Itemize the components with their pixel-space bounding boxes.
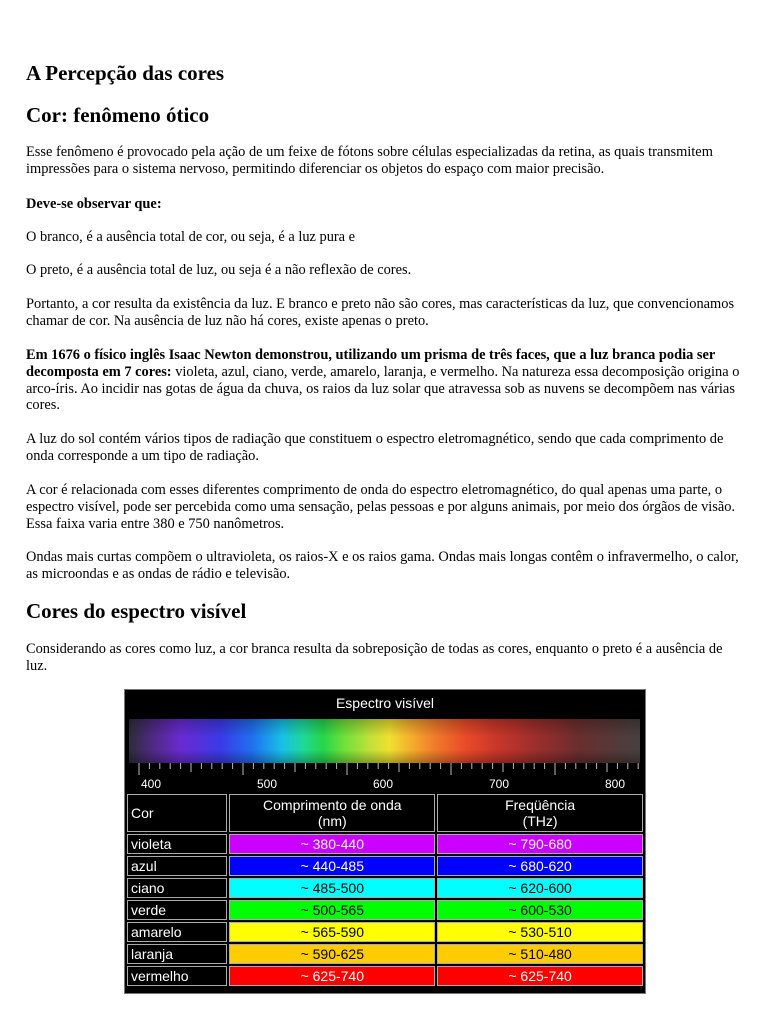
- tick-label-600: 600: [373, 777, 394, 791]
- frequency-cell: ~ 790-680: [437, 834, 643, 854]
- wavelength-cell: ~ 485-500: [229, 878, 435, 898]
- frequency-cell: ~ 680-620: [437, 856, 643, 876]
- table-row: [127, 922, 643, 942]
- table-row: [127, 834, 643, 854]
- color-name-cell: amarelo: [127, 922, 227, 942]
- color-name-cell: violeta: [127, 834, 227, 854]
- table-row: [127, 900, 643, 920]
- color-name-cell: vermelho: [127, 966, 227, 986]
- wavelength-cell: ~ 440-485: [229, 856, 435, 876]
- wavelength-ruler: [129, 763, 640, 775]
- color-name-cell: laranja: [127, 944, 227, 964]
- frequency-cell: ~ 510-480: [437, 944, 643, 964]
- wavelength-tick-labels: [129, 777, 640, 791]
- wavelength-cell: ~ 380-440: [229, 834, 435, 854]
- spectrum-figure: [124, 689, 646, 994]
- table-row: [127, 856, 643, 876]
- column-header-comprimento: Comprimento de onda (nm): [229, 794, 435, 832]
- newton-rest-text: violeta, azul, ciano, verde, amarelo, laranja, e vermelho. Na natureza essa decomposição origina o arco-íris. Ao incidir nas gotas de água da chuva, os raios da luz solar que atravessa sob as nuvens se decompõem nas várias cores.: [26, 363, 740, 414]
- tick-label-400: 400: [141, 777, 162, 791]
- wavelength-cell: ~ 500-565: [229, 900, 435, 920]
- newton-bold-text: Em 1676 o físico inglês Isaac Newton demonstrou, utilizando um prisma de três faces, que a luz branca podia ser decomposta em 7 cores:: [26, 347, 716, 380]
- section-heading-espectro: Cores do espectro visível: [26, 599, 247, 623]
- tick-label-700: 700: [489, 777, 510, 791]
- paragraph-branco: O branco, é a ausência total de cor, ou seja, é a luz pura e: [26, 229, 356, 245]
- paragraph-newton: [26, 347, 742, 414]
- paragraph-luz-do-sol: A luz do sol contém vários tipos de radiação que constituem o espectro eletromagnético, sendo que cada comprimento de onda corresponde a um tipo de radiação.: [26, 431, 724, 464]
- wavelength-cell: ~ 625-740: [229, 966, 435, 986]
- paragraph-ondas: Ondas mais curtas compõem o ultravioleta, os raios-X e os raios gama. Ondas mais longas contêm o infravermelho, o calor, as microondas e as ondas de rádio e televisão.: [26, 549, 739, 582]
- table-row: [127, 944, 643, 964]
- frequency-cell: ~ 620-600: [437, 878, 643, 898]
- table-row: [127, 966, 643, 986]
- spectrum-gradient-bar: [129, 719, 640, 763]
- paragraph-fenomeno: Esse fenômeno é provocado pela ação de um feixe de fótons sobre células especializadas da retina, as quais transmitem impressões para o sistema nervoso, permitindo diferenciar os objetos do espaço com maior precisão.: [26, 144, 713, 177]
- column-header-frequencia: Freqüência (THz): [437, 794, 643, 832]
- observe-label: Deve-se observar que:: [26, 196, 162, 212]
- paragraph-preto: O preto, é a ausência total de luz, ou seja é a não reflexão de cores.: [26, 262, 412, 278]
- table-header-row: [127, 794, 643, 832]
- tick-label-800: 800: [605, 777, 626, 791]
- figure-title: Espectro visível: [335, 695, 435, 711]
- column-header-cor: Cor: [127, 794, 227, 832]
- frequency-cell: ~ 530-510: [437, 922, 643, 942]
- wavelength-cell: ~ 590-625: [229, 944, 435, 964]
- paragraph-cor-relacionada: A cor é relacionada com esses diferentes comprimento de onda do espectro eletromagnético, do qual apenas uma parte, o espectro visível, pode ser percebida como uma sensação, pelas pessoas e por alguns animais, por meio dos órgãos de visão. Essa faixa varia entre 380 e 750 nanômetros.: [26, 482, 736, 532]
- color-name-cell: azul: [127, 856, 227, 876]
- frequency-cell: ~ 625-740: [437, 966, 643, 986]
- paragraph-portanto: Portanto, a cor resulta da existência da luz. E branco e preto não são cores, mas características da luz, que convencionamos chamar de cor. Na ausência de luz não há cores, existe apenas o preto.: [26, 296, 735, 329]
- table-row: [127, 878, 643, 898]
- color-name-cell: ciano: [127, 878, 227, 898]
- tick-label-500: 500: [257, 777, 278, 791]
- section-heading-fenomeno: Cor: fenômeno ótico: [26, 103, 210, 127]
- spectrum-table: [125, 792, 645, 988]
- page-title: A Percepção das cores: [26, 61, 225, 85]
- wavelength-cell: ~ 565-590: [229, 922, 435, 942]
- frequency-cell: ~ 600-530: [437, 900, 643, 920]
- paragraph-considerando: Considerando as cores como luz, a cor branca resulta da sobreposição de todas as cores, enquanto o preto é a ausência de luz.: [26, 641, 723, 674]
- color-name-cell: verde: [127, 900, 227, 920]
